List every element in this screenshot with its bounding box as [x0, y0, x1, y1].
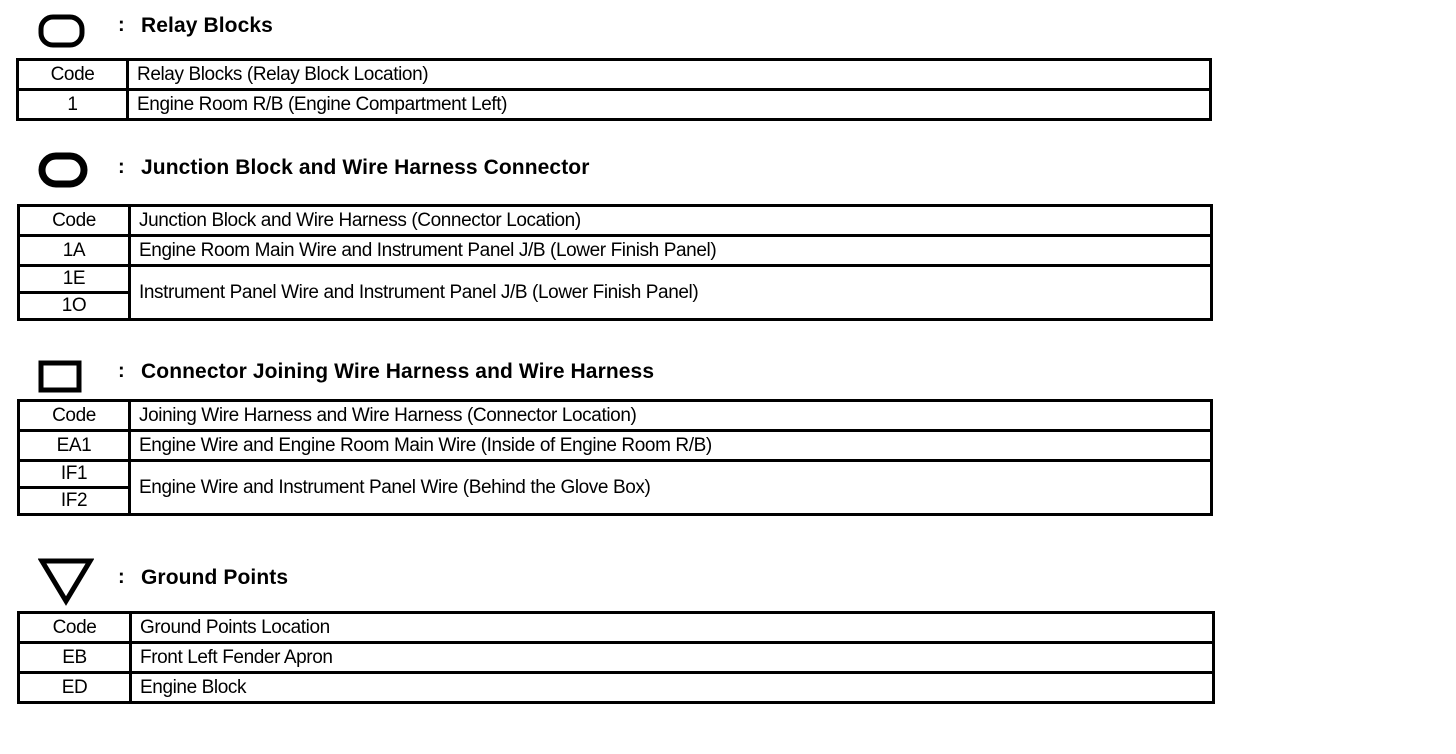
header-desc-cell: Ground Points Location — [131, 613, 1214, 643]
junction-block-heading — [0, 148, 900, 188]
code-cell: 1 — [18, 90, 128, 120]
relay-blocks-heading — [0, 6, 900, 46]
table-row — [19, 236, 1212, 266]
header-desc-cell: Joining Wire Harness and Wire Harness (Connector Location) — [130, 401, 1212, 431]
code-cell: 1A — [19, 236, 130, 266]
table-row — [19, 673, 1214, 703]
heading-colon: : — [118, 14, 125, 36]
connector-joining-table — [17, 399, 1213, 516]
ground-points-table — [17, 611, 1215, 704]
heading-colon: : — [118, 566, 125, 588]
junction-block-table — [17, 204, 1213, 321]
heading-colon: : — [118, 360, 125, 382]
header-code-cell: Code — [18, 60, 128, 90]
code-cell: 1E — [19, 266, 130, 293]
section-title: Junction Block and Wire Harness Connector — [141, 156, 590, 179]
square-icon — [38, 360, 82, 394]
desc-cell: Engine Block — [131, 673, 1214, 703]
section-title: Ground Points — [141, 566, 289, 589]
header-code-cell: Code — [19, 613, 131, 643]
code-cell: 1O — [19, 293, 130, 320]
table-row — [19, 643, 1214, 673]
table-header-row — [18, 60, 1211, 90]
table-header-row — [19, 206, 1212, 236]
desc-cell: Engine Room Main Wire and Instrument Panel J/B (Lower Finish Panel) — [130, 236, 1212, 266]
rounded-oval-icon — [38, 152, 88, 188]
section-title: Connector Joining Wire Harness and Wire Harness — [141, 360, 655, 383]
header-code-cell: Code — [19, 401, 130, 431]
desc-cell: Engine Wire and Instrument Panel Wire (Behind the Glove Box) — [130, 461, 1212, 515]
table-row — [19, 266, 1212, 293]
desc-cell: Instrument Panel Wire and Instrument Panel J/B (Lower Finish Panel) — [130, 266, 1212, 320]
heading-colon: : — [118, 156, 125, 178]
code-cell: IF2 — [19, 488, 130, 515]
desc-cell: Engine Room R/B (Engine Compartment Left) — [128, 90, 1211, 120]
table-header-row — [19, 613, 1214, 643]
section-title: Relay Blocks — [141, 14, 273, 37]
rounded-rect-icon — [38, 14, 86, 50]
table-row — [19, 431, 1212, 461]
ground-points-heading — [0, 556, 900, 596]
code-cell: ED — [19, 673, 131, 703]
desc-cell: Front Left Fender Apron — [131, 643, 1214, 673]
table-header-row — [19, 401, 1212, 431]
header-desc-cell: Relay Blocks (Relay Block Location) — [128, 60, 1211, 90]
code-cell: IF1 — [19, 461, 130, 488]
code-cell: EB — [19, 643, 131, 673]
header-code-cell: Code — [19, 206, 130, 236]
header-desc-cell: Junction Block and Wire Harness (Connector Location) — [130, 206, 1212, 236]
triangle-down-icon — [38, 556, 94, 606]
desc-cell: Engine Wire and Engine Room Main Wire (Inside of Engine Room R/B) — [130, 431, 1212, 461]
relay-blocks-table — [16, 58, 1212, 121]
connector-joining-heading — [0, 352, 900, 392]
table-row — [18, 90, 1211, 120]
code-cell: EA1 — [19, 431, 130, 461]
table-row — [19, 461, 1212, 488]
